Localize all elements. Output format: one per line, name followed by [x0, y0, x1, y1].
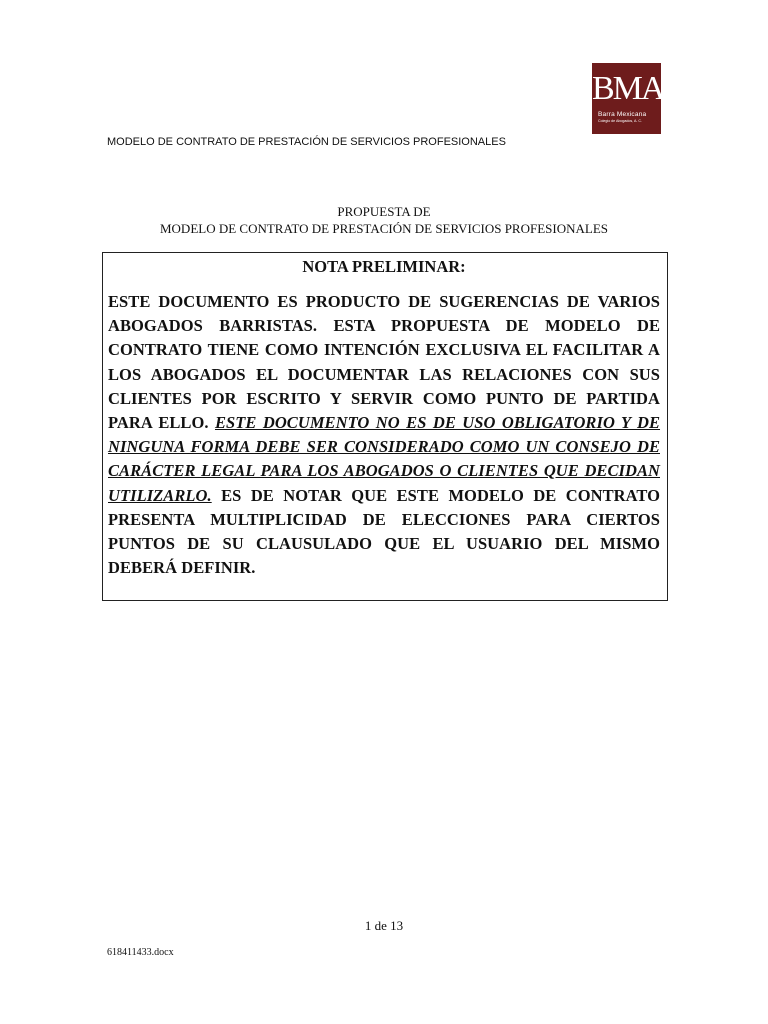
preliminary-note-box — [102, 252, 668, 601]
running-header: MODELO DE CONTRATO DE PRESTACIÓN DE SERVICIOS PROFESIONALES — [107, 136, 506, 148]
note-body-emphasis: ESTE DOCUMENTO NO ES DE USO OBLIGATORIO Y DE NINGUNA FORMA DEBE SER CONSIDERADO COMO UN CONSEJO DE CARÁCTER LEGAL PARA LOS ABOGADOS O CLIENTES QUE DECIDAN UTILIZARLO. — [108, 413, 661, 505]
logo-name: Barra Mexicana — [598, 111, 647, 118]
barra-mexicana-logo — [592, 63, 664, 134]
note-body-part-1: ESTE DOCUMENTO ES PRODUCTO DE SUGERENCIAS DE VARIOS ABOGADOS BARRISTAS. ESTA PROPUESTA DE MODELO DE CONTRATO TIENE COMO INTENCIÓN EXCLUSIVA EL FACILITAR A LOS ABOGADOS EL DOCUMENTAR LAS RELACIONES CON SUS CLIENTES POR ESCRITO Y SERVIR COMO PUNTO DE PARTIDA PARA ELLO. — [108, 292, 660, 433]
logo-monogram: BMA — [592, 70, 664, 107]
note-body-part-2: ES DE NOTAR QUE ESTE MODELO DE CONTRATO PRESENTA MULTIPLICIDAD DE ELECCIONES PARA CIERTOS PUNTOS DE SU CLAUSULADO QUE EL USUARIO DEL MISMO DEBERÁ DEFINIR. — [108, 485, 660, 578]
logo-subtitle: Colegio de Abogados, A. C. — [598, 119, 642, 123]
note-body — [108, 290, 660, 580]
document-title — [100, 203, 668, 237]
page-number: 1 de 13 — [364, 918, 404, 933]
note-title: NOTA PRELIMINAR: — [302, 257, 466, 276]
file-name: 618411433.docx — [107, 947, 174, 958]
title-line-2: MODELO DE CONTRATO DE PRESTACIÓN DE SERVICIOS PROFESIONALES — [159, 221, 608, 236]
title-line-1: PROPUESTA DE — [337, 204, 431, 219]
